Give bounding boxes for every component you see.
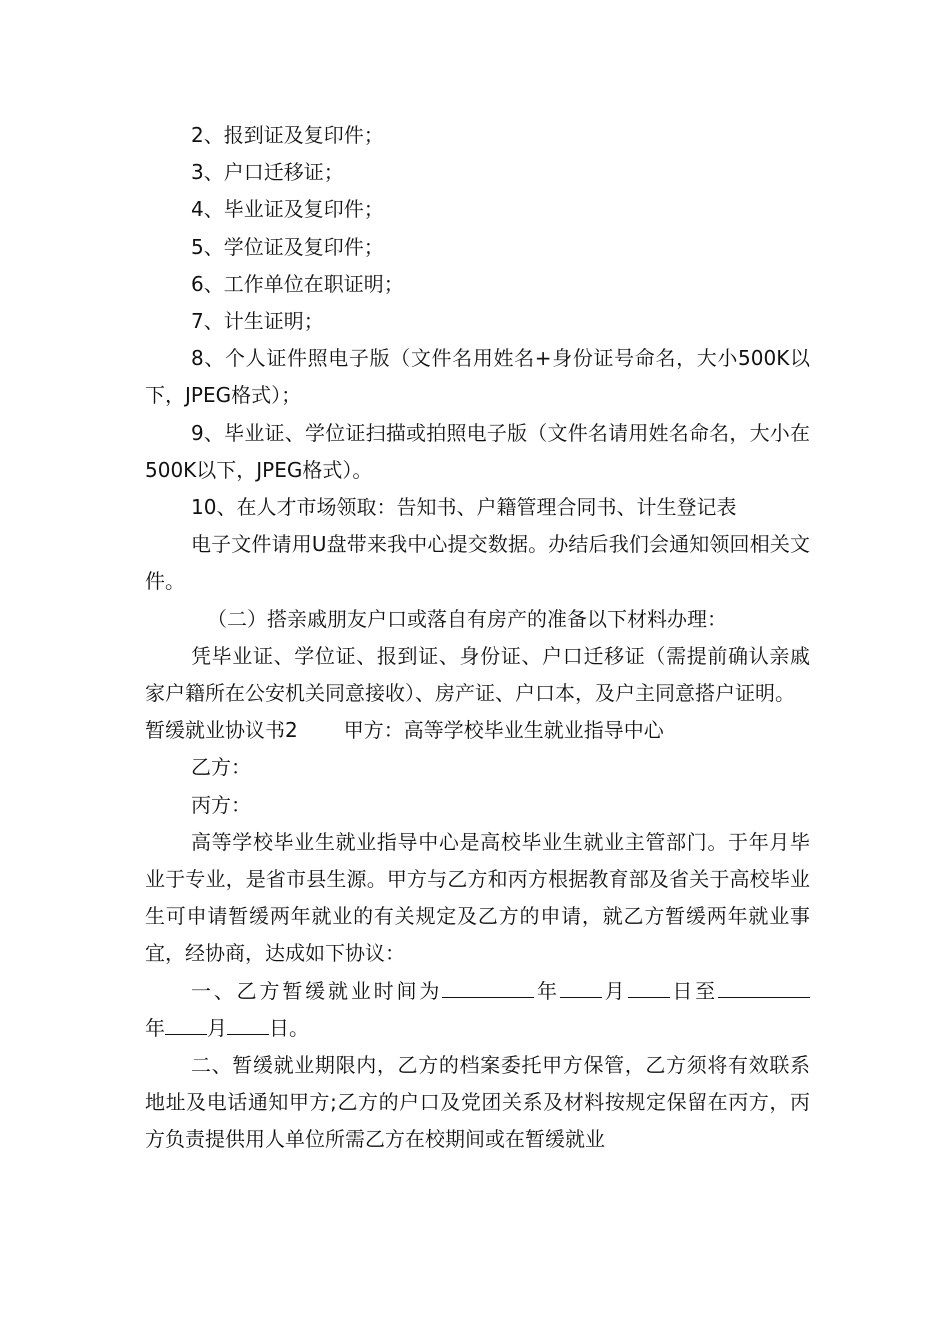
section-body: 凭毕业证、学位证、报到证、身份证、户口迁移证（需提前确认亲戚家户籍所在公安机关同意接收）、房产证、户口本，及户主同意搭户证明。 xyxy=(145,643,810,706)
blank-field xyxy=(628,977,670,998)
clause-1-continued: 年 月 日。 xyxy=(145,1015,309,1040)
list-item: 6、工作单位在职证明； xyxy=(191,271,404,296)
blank-field xyxy=(718,977,810,998)
list-item-10: 10、在人才市场领取：告知书、户籍管理合同书、计生登记表 xyxy=(191,495,737,520)
party-b: 乙方： xyxy=(191,755,251,780)
document-body xyxy=(145,117,810,1159)
usb-note: 电子文件请用U盘带来我中心提交数据。办结后我们会通知领回相关文件。 xyxy=(145,532,810,594)
list-item-8: 8、个人证件照电子版（文件名用姓名+身份证号命名，大小500K以下，JPEG格式）； xyxy=(145,346,810,408)
list-item: 2、报到证及复印件； xyxy=(191,123,384,147)
list-item: 4、毕业证及复印件； xyxy=(191,197,384,222)
agreement-header-line xyxy=(145,712,810,749)
list-item: 7、计生证明； xyxy=(191,309,324,334)
agreement-intro: 高等学校毕业生就业指导中心是高校毕业生就业主管部门。于年月毕业于专业，是省市县生源。甲方与乙方和丙方根据教育部及省关于高校毕业生可申请暂缓两年就业的有关规定及乙方的申请，就乙方暂缓两年就业事宜，经协商，达成如下协议： xyxy=(145,829,810,966)
agreement-title: 暂缓就业协议书2 xyxy=(145,718,298,743)
party-c: 丙方： xyxy=(191,792,251,817)
blank-field xyxy=(560,977,602,998)
section-heading: （二）搭亲戚朋友户口或落自有房产的准备以下材料办理： xyxy=(207,606,727,631)
blank-field xyxy=(227,1014,269,1035)
blank-field xyxy=(442,977,534,998)
blank-field xyxy=(165,1014,207,1035)
list-item: 5、学位证及复印件； xyxy=(191,234,384,259)
list-item-9: 9、毕业证、学位证扫描或拍照电子版（文件名请用姓名命名，大小在500K以下，JPEG格式）。 xyxy=(145,420,810,482)
clause-2: 二、暂缓就业期限内，乙方的档案委托甲方保管，乙方须将有效联系地址及电话通知甲方;乙方的户口及党团关系及材料按规定保留在丙方，丙方负责提供用人单位所需乙方在校期间或在暂缓就业 xyxy=(145,1053,810,1152)
party-a: 甲方：高等学校毕业生就业指导中心 xyxy=(343,718,664,743)
clause-1: 一、乙方暂缓就业时间为 年 月 日至 xyxy=(145,973,810,1010)
list-item: 3、户口迁移证； xyxy=(191,160,344,185)
